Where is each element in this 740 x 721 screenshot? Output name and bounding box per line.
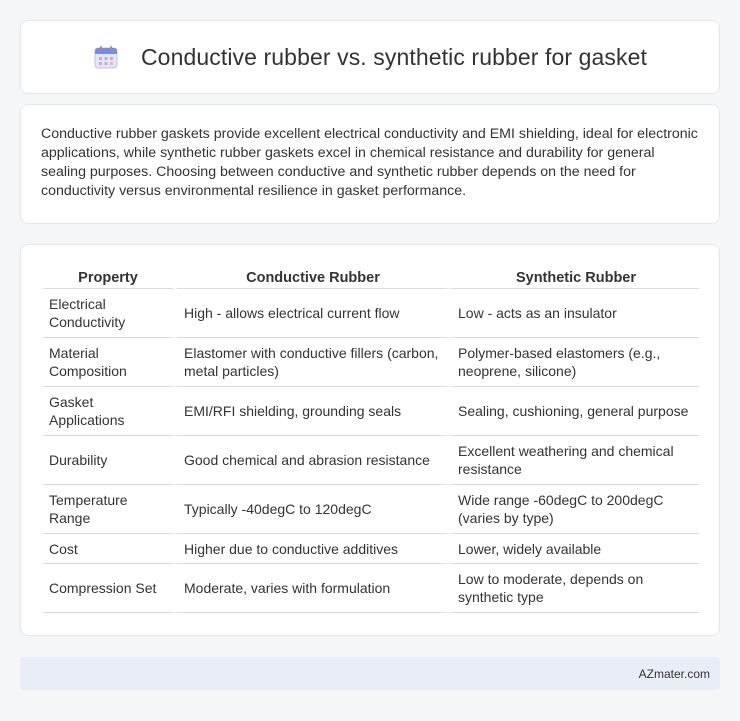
conductive-cell: Moderate, varies with formulation [173, 564, 447, 613]
table-row [43, 338, 699, 387]
property-cell: Temperature Range [43, 485, 173, 534]
conductive-cell: Typically -40degC to 120degC [173, 485, 447, 534]
table-row [43, 436, 699, 485]
calendar-icon [93, 44, 119, 70]
page-title: Conductive rubber vs. synthetic rubber for gasket [140, 43, 648, 70]
synthetic-cell: Wide range -60degC to 200degC (varies by type) [447, 485, 699, 534]
table-row [43, 485, 699, 534]
property-cell: Material Composition [43, 338, 173, 387]
property-cell: Compression Set [43, 564, 173, 613]
synthetic-cell: Low to moderate, depends on synthetic type [447, 564, 699, 613]
footer-site-name[interactable]: AZmater.com [638, 666, 710, 681]
intro-card [20, 104, 720, 224]
table-header-row [43, 263, 699, 289]
property-cell: Durability [43, 436, 173, 485]
synthetic-cell: Sealing, cushioning, general purpose [447, 387, 699, 436]
synthetic-cell: Polymer-based elastomers (e.g., neoprene, silicone) [447, 338, 699, 387]
footer-bar [20, 657, 720, 690]
property-cell: Gasket Applications [43, 387, 173, 436]
property-cell: Cost [43, 534, 173, 564]
synthetic-cell: Excellent weathering and chemical resistance [447, 436, 699, 485]
conductive-cell: EMI/RFI shielding, grounding seals [173, 387, 447, 436]
comparison-card [20, 244, 720, 636]
table-row [43, 564, 699, 613]
header-conductive-rubber: Conductive Rubber [173, 263, 447, 289]
table-row [43, 387, 699, 436]
property-cell: Electrical Conductivity [43, 289, 173, 338]
table-row [43, 534, 699, 564]
conductive-cell: Higher due to conductive additives [173, 534, 447, 564]
title-card [20, 20, 720, 94]
intro-paragraph: Conductive rubber gaskets provide excellent electrical conductivity and EMI shielding, ideal for electronic applications, while synthetic rubber gaskets excel in chemical resistance and durability for general sealing purposes. Choosing between conductive and synthetic rubber depends on the need for conductivity versus environmental resilience in gasket performance. [41, 126, 698, 199]
table-row [43, 289, 699, 338]
conductive-cell: Elastomer with conductive fillers (carbon, metal particles) [173, 338, 447, 387]
header-synthetic-rubber: Synthetic Rubber [447, 263, 699, 289]
conductive-cell: Good chemical and abrasion resistance [173, 436, 447, 485]
conductive-cell: High - allows electrical current flow [173, 289, 447, 338]
comparison-table [43, 263, 699, 613]
header-property: Property [43, 263, 173, 289]
synthetic-cell: Low - acts as an insulator [447, 289, 699, 338]
synthetic-cell: Lower, widely available [447, 534, 699, 564]
